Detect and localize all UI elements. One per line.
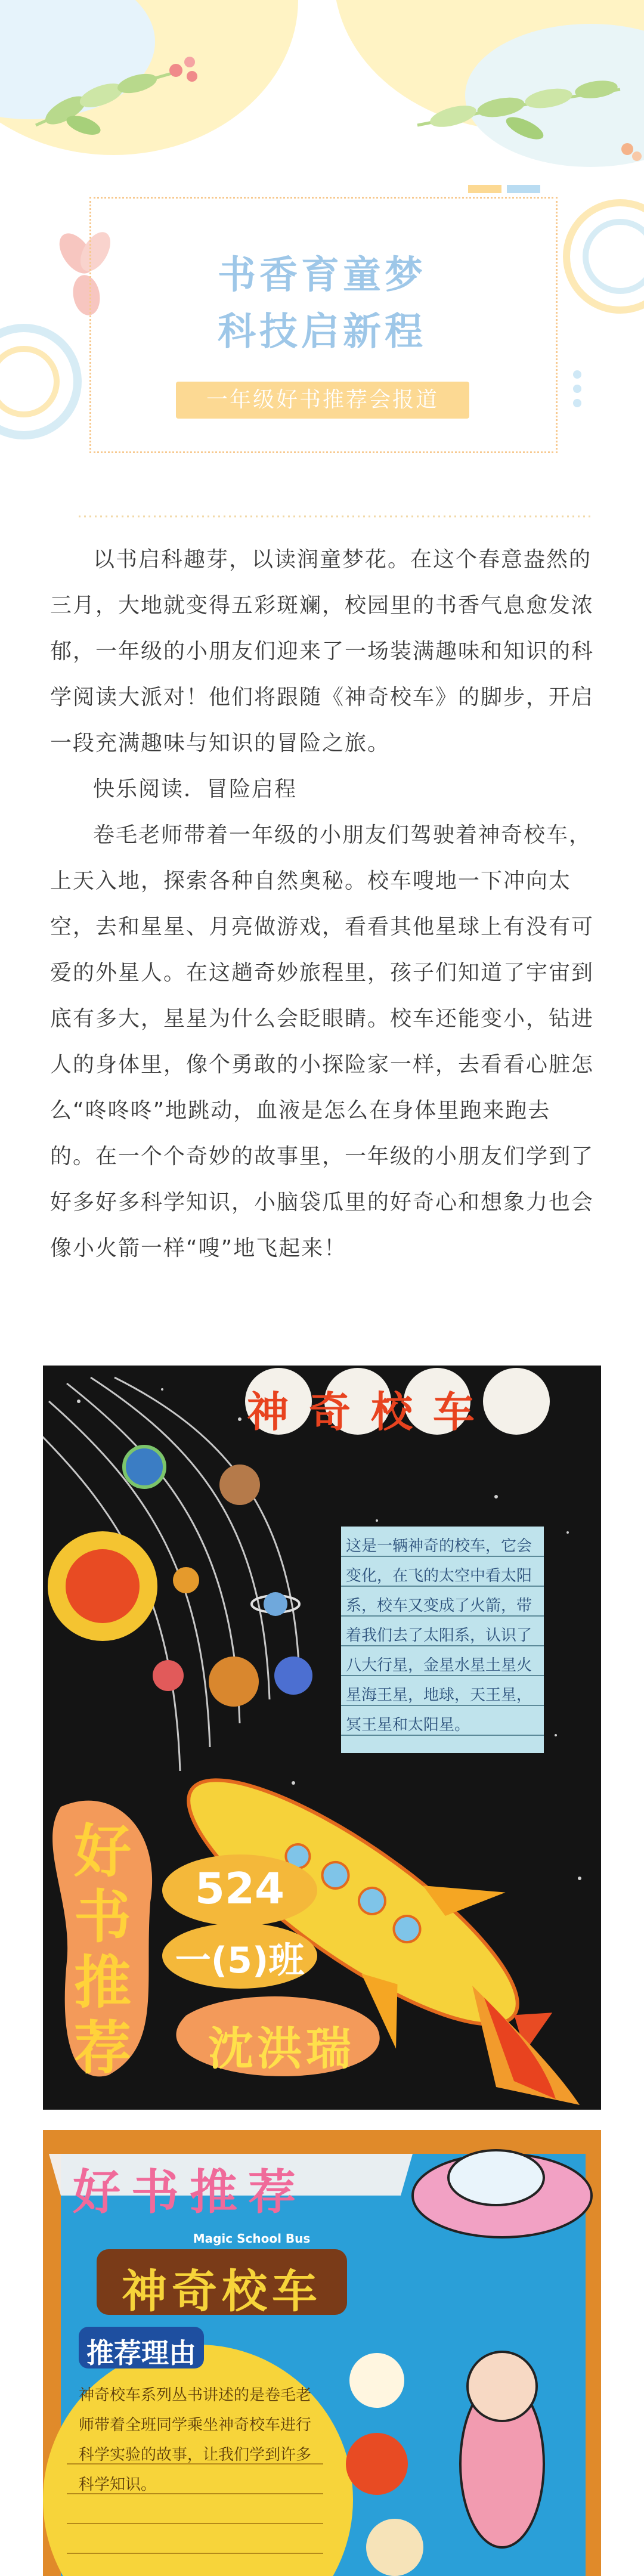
poster-image-book-recommendation bbox=[43, 2130, 601, 2576]
poster-class-name: 一(5)班 bbox=[175, 1940, 305, 1981]
poster-note-text: 这是一辆神奇的校车，它会变化，在飞的太空中看太阳系，校车又变成了火箭，带着我们去了太阳系，认识了八大行星，金星水星土星火星海王星，地球，天王星，冥王星和太阳星。 bbox=[346, 1537, 532, 1734]
article-body bbox=[50, 537, 594, 1271]
page-title-line1: 书香育童梦 bbox=[218, 253, 426, 298]
dotted-divider bbox=[55, 514, 592, 519]
subtitle-banner: 一年级好书推荐会报道 bbox=[176, 382, 469, 419]
story-paragraph: 卷毛老师带着一年级的小朋友们驾驶着神奇校车，上天入地，探索各种自然奥秘。校车嗖地一下冲向太空，去和星星、月亮做游戏，看看其他星球上有没有可爱的外星人。在这趟奇妙旅程里，孩子们知道了宇宙到底有多大，星星为什么会眨眼睛。校车还能变小，钻进人的身体里，像个勇敢的小探险家一样，去看看心脏怎么“咚咚咚”地跳动，血液是怎么在身体里跑来跑去的。在一个个奇妙的故事里，一年级的小朋友们学到了好多好多科学知识，小脑袋瓜里的好奇心和想象力也会像小火箭一样“嗖”地飞起来！ bbox=[50, 823, 595, 1261]
poster-image-magic-school-bus-space bbox=[43, 1366, 601, 2110]
poster-book-title: 神奇校车 bbox=[122, 2265, 322, 2318]
poster-reason-text: 神奇校车系列丛书讲述的是卷毛老师带着全班同学乘坐神奇校车进行科学实验的故事，让我们学到许多科学知识。 bbox=[79, 2386, 312, 2494]
poster-title: 神奇校车 bbox=[247, 1388, 495, 1436]
poster-author: 沈洪瑞 bbox=[208, 2022, 355, 2075]
page-title-line2: 科技启新程 bbox=[218, 310, 426, 354]
poster-title: 好书推荐 bbox=[73, 2165, 306, 2220]
poster-class-number: 524 bbox=[194, 1863, 285, 1914]
section-heading: 快乐阅读．冒险启程 bbox=[93, 777, 298, 801]
poster-book-label: Magic School Bus bbox=[193, 2231, 311, 2246]
header-banner bbox=[0, 0, 644, 471]
poster-reason-label: 推荐理由 bbox=[86, 2337, 196, 2369]
intro-paragraph: 以书启科趣芽，以读润童梦花。在这个春意盎然的三月，大地就变得五彩斑斓，校园里的书香气息愈发浓郁，一年级的小朋友们迎来了一场装满趣味和知识的科学阅读大派对！他们将跟随《神奇校车》的脚步，开启一段充满趣味与知识的冒险之旅。 bbox=[50, 547, 595, 756]
poster-side-title: 好书推荐 bbox=[74, 1818, 131, 2082]
